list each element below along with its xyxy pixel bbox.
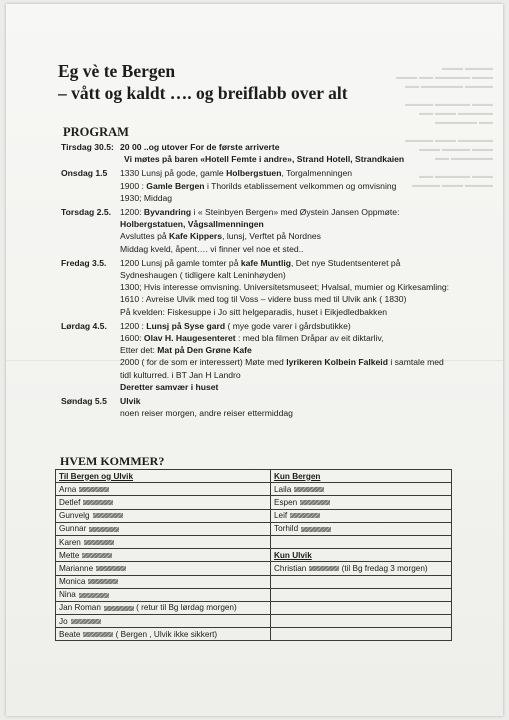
- program-heading: PROGRAM: [63, 125, 129, 139]
- redacted-surname: [300, 500, 330, 505]
- table-row: [56, 628, 452, 641]
- group-header: Kun Ulvik: [274, 550, 312, 560]
- program-text: ( mye gode varer i gårdsbutikke): [225, 320, 351, 331]
- attendee-name: Detlef: [59, 497, 81, 507]
- program-text: 1610 : Avreise Ulvik med tog til Voss – videre buss med til Ulvik ank ( 1830): [120, 294, 407, 305]
- program-text: , Det nye Studentsenteret på: [291, 257, 401, 268]
- program-day-label: Onsdag 1.5: [61, 168, 108, 179]
- attendee-cell: [271, 496, 452, 509]
- program-line: [120, 192, 461, 204]
- group-header: Kun Bergen: [274, 471, 321, 481]
- attendees-heading: HVEM KOMMER?: [60, 454, 165, 468]
- attendee-cell: [271, 562, 452, 575]
- program-text: Middag kveld, åpent…. vi finner vel noe et sted..: [120, 243, 304, 254]
- redacted-surname: [294, 487, 324, 492]
- program-day-label: Lørdag 4.5.: [61, 320, 107, 331]
- program-line: [120, 269, 461, 281]
- program-text: 1330 Lunsj på gode, gamle: [120, 168, 227, 179]
- table-row: [56, 588, 452, 601]
- redacted-surname: [93, 513, 123, 518]
- table-row: [56, 535, 452, 548]
- attendee-cell: [271, 628, 452, 641]
- table-row: [56, 549, 452, 562]
- program-line: [120, 344, 461, 356]
- program-day-label: Tirsdag 30.5:: [61, 142, 114, 152]
- program-day: [61, 320, 461, 393]
- attendee-cell: [271, 535, 452, 548]
- attendee-name: Nina: [59, 590, 76, 600]
- attendee-cell: [56, 615, 271, 628]
- attendee-cell: [56, 628, 271, 641]
- attendee-cell: [271, 601, 452, 614]
- program-day: [61, 395, 461, 419]
- program-highlight: Deretter samvær i huset: [120, 381, 219, 392]
- program-line: [120, 320, 461, 332]
- table-row: [56, 601, 452, 614]
- table-row: [56, 496, 452, 509]
- program-day: [61, 206, 461, 255]
- program-line: [120, 369, 461, 381]
- attendee-note: ( retur til Bg lørdag morgen): [133, 603, 237, 613]
- program-text: 1600:: [120, 333, 144, 344]
- attendee-cell: [56, 496, 271, 509]
- attendee-name: Christian: [274, 563, 307, 573]
- program-line: [120, 230, 461, 242]
- program-highlight: Holbergstatuen, Vågsallmenningen: [120, 219, 264, 230]
- program-highlight: Holbergstuen: [226, 168, 282, 179]
- program-highlight: Ulvik: [120, 396, 141, 407]
- program-text: Avsluttes på: [120, 231, 170, 242]
- attendee-cell: [271, 588, 452, 601]
- program-highlight: Kafe Kippers: [169, 231, 223, 242]
- title-line-2: – vått og kaldt …. og breiflabb over alt: [58, 83, 348, 103]
- redacted-surname: [89, 527, 119, 532]
- attendee-name: Jo: [59, 616, 68, 626]
- attendee-cell: [56, 509, 271, 522]
- attendee-cell: [56, 562, 271, 575]
- group-header: Til Bergen og Ulvik: [59, 471, 134, 481]
- redacted-surname: [290, 513, 320, 518]
- attendee-cell: [271, 483, 452, 496]
- program-day: [61, 257, 461, 318]
- program-day-label: Fredag 3.5.: [61, 257, 107, 268]
- table-row: [56, 575, 452, 588]
- redacted-surname: [104, 606, 134, 611]
- table-row: [56, 470, 452, 483]
- redacted-surname: [301, 527, 331, 532]
- program-highlight: lyrikeren Kolbein Falkeid: [286, 357, 388, 368]
- attendee-name: Torhild: [274, 524, 299, 534]
- program-line: [120, 293, 461, 305]
- table-row: [56, 562, 452, 575]
- attendee-cell: [56, 601, 271, 614]
- attendee-cell: [56, 522, 271, 535]
- program-line: [120, 167, 461, 179]
- program-text: noen reiser morgen, andre reiser ettermiddag: [120, 408, 293, 419]
- attendee-cell: [271, 575, 452, 588]
- program-highlight: kafe Muntlig: [240, 257, 292, 268]
- attendee-name: Mette: [59, 550, 80, 560]
- attendees-table: [55, 469, 452, 641]
- attendee-cell: [56, 575, 271, 588]
- table-row: [56, 522, 452, 535]
- attendee-note: (til Bg fredag 3 morgen): [339, 563, 428, 573]
- attendee-name: Gunnar: [59, 524, 87, 534]
- program-day-body: [120, 206, 461, 255]
- program-line: [120, 356, 461, 368]
- attendee-cell: [271, 549, 452, 562]
- program-text: 1930; Middag: [120, 192, 173, 203]
- redacted-surname: [82, 553, 112, 558]
- program-line: [120, 257, 461, 269]
- program-day: [61, 141, 461, 165]
- program-day: [61, 167, 461, 204]
- program-highlight: Mat på Den Grøne Kafe: [157, 345, 252, 356]
- attendee-cell: [56, 549, 271, 562]
- program-text: 1200 Lunsj på gamle tomter på: [120, 257, 241, 268]
- attendee-name: Arna: [59, 484, 77, 494]
- table-row: [56, 483, 452, 496]
- program-day-body: [120, 395, 461, 419]
- program-highlight: Gamle Bergen: [146, 180, 205, 191]
- attendee-cell: [271, 615, 452, 628]
- program-day-body: [120, 257, 461, 318]
- redacted-surname: [71, 619, 101, 624]
- program-text: 1300; Hvis interesse omvisning. Universitetsmuseet; Hvalsal, mumier og Kirkesamling:: [120, 282, 450, 293]
- table-row: [56, 509, 452, 522]
- attendee-name: Karen: [59, 537, 81, 547]
- attendee-note: ( Bergen , Ulvik ikke sikkert): [113, 629, 218, 639]
- attendee-cell: [56, 588, 271, 601]
- attendee-cell: [271, 470, 452, 483]
- attendee-name: Marianne: [59, 563, 94, 573]
- redacted-surname: [83, 500, 113, 505]
- program-line: [120, 407, 461, 419]
- redacted-surname: [96, 566, 126, 571]
- program-text: i « Steinbyen Bergen» med Øystein Jansen Oppmøte:: [191, 207, 400, 218]
- program-text: i samtale med: [387, 357, 444, 368]
- program-line: [120, 332, 461, 344]
- program-line: [120, 381, 461, 393]
- program-line: [120, 180, 461, 192]
- attendee-name: Monica: [59, 577, 86, 587]
- program-highlight: Byvandring: [143, 207, 192, 218]
- attendee-cell: [271, 509, 452, 522]
- attendee-name: Beate: [59, 629, 81, 639]
- program-day-body: [120, 141, 461, 165]
- program-text: 1200:: [120, 207, 144, 218]
- program-line: [120, 395, 461, 407]
- table-row: [56, 615, 452, 628]
- program-line: [120, 218, 461, 230]
- program-day-body: [120, 320, 461, 393]
- program-day-body: [120, 167, 461, 204]
- attendee-cell: [56, 535, 271, 548]
- bleed-through-text: ▬▬▬▬ ▬▬▬ ▬▬▬ ▬▬▬▬▬ ▬▬ ▬▬▬ ▬▬▬▬ ▬▬▬▬▬▬ ▬▬ ▬▬▬ ▬▬▬▬▬ ▬▬▬▬ ▬▬▬▬▬ ▬▬▬ ▬▬ ▬▬ ▬▬▬▬▬▬ ▬▬▬▬▬ ▬▬▬ ▬▬▬▬ ▬▬▬ ▬▬▬▬ ▬▬▬ ▬▬▬▬▬▬ ▬▬ ▬▬▬ ▬▬▬▬▬ ▬▬ ▬▬▬▬ ▬▬▬ ▬▬▬▬: [396, 65, 493, 189]
- document-title: [58, 60, 348, 104]
- program-text: tidl kulturred. i BT Jan H Landro: [120, 369, 241, 380]
- program-text: : med bla filmen Dråpar av eit diktarliv,: [235, 333, 384, 344]
- redacted-surname: [79, 487, 109, 492]
- program-highlight: Olav H. Haugesenteret: [143, 333, 236, 344]
- program-line: [120, 206, 461, 218]
- program-line: [120, 153, 461, 165]
- attendee-name: Gunvelg: [59, 511, 90, 521]
- attendee-name: Jan Roman: [59, 603, 101, 613]
- redacted-surname: [88, 579, 118, 584]
- attendee-cell: [56, 470, 271, 483]
- program-highlight: Lunsj på Syse gard: [146, 320, 226, 331]
- redacted-surname: [309, 566, 339, 571]
- redacted-surname: [84, 540, 114, 545]
- program-line: [120, 141, 461, 153]
- program-line: [120, 281, 461, 293]
- program-text: Etter det:: [120, 345, 158, 356]
- program-text: På kvelden: Fiskesuppe i Jo sitt helgeparadis, huset i Eikjedledbakken: [120, 306, 388, 317]
- program-text: 2000 ( for de som er interessert) Møte med: [120, 357, 287, 368]
- program-highlight: 20 00 ..og utover For de første arriverte: [120, 142, 280, 152]
- program-text: , Torgalmenningen: [281, 168, 353, 179]
- program-schedule: [61, 141, 461, 421]
- program-text: , lunsj, Verftet på Nordnes: [222, 231, 321, 242]
- program-line: [120, 243, 461, 255]
- attendee-name: Leif: [274, 511, 288, 521]
- redacted-surname: [83, 632, 113, 637]
- program-day-label: Søndag 5.5: [61, 396, 107, 407]
- program-day-label: Torsdag 2.5.: [61, 207, 111, 218]
- attendee-name: Laila: [274, 484, 292, 494]
- attendee-cell: [56, 483, 271, 496]
- redacted-surname: [79, 593, 109, 598]
- title-line-1: Eg vè te Bergen: [58, 61, 176, 81]
- program-text: 1200 :: [120, 320, 147, 331]
- program-text: Sydneshaugen ( tidligere kalt Leninhøyden): [120, 270, 286, 281]
- attendee-name: Espen: [274, 497, 298, 507]
- program-text: i Thorilds etablissement velkommen og omvisning: [204, 180, 397, 191]
- program-line: [120, 306, 461, 318]
- program-highlight: Vi møtes på baren «Hotell Femte i andre», Strand Hotell, Strandkaien: [124, 154, 405, 165]
- attendee-cell: [271, 522, 452, 535]
- program-text: 1900 :: [120, 180, 147, 191]
